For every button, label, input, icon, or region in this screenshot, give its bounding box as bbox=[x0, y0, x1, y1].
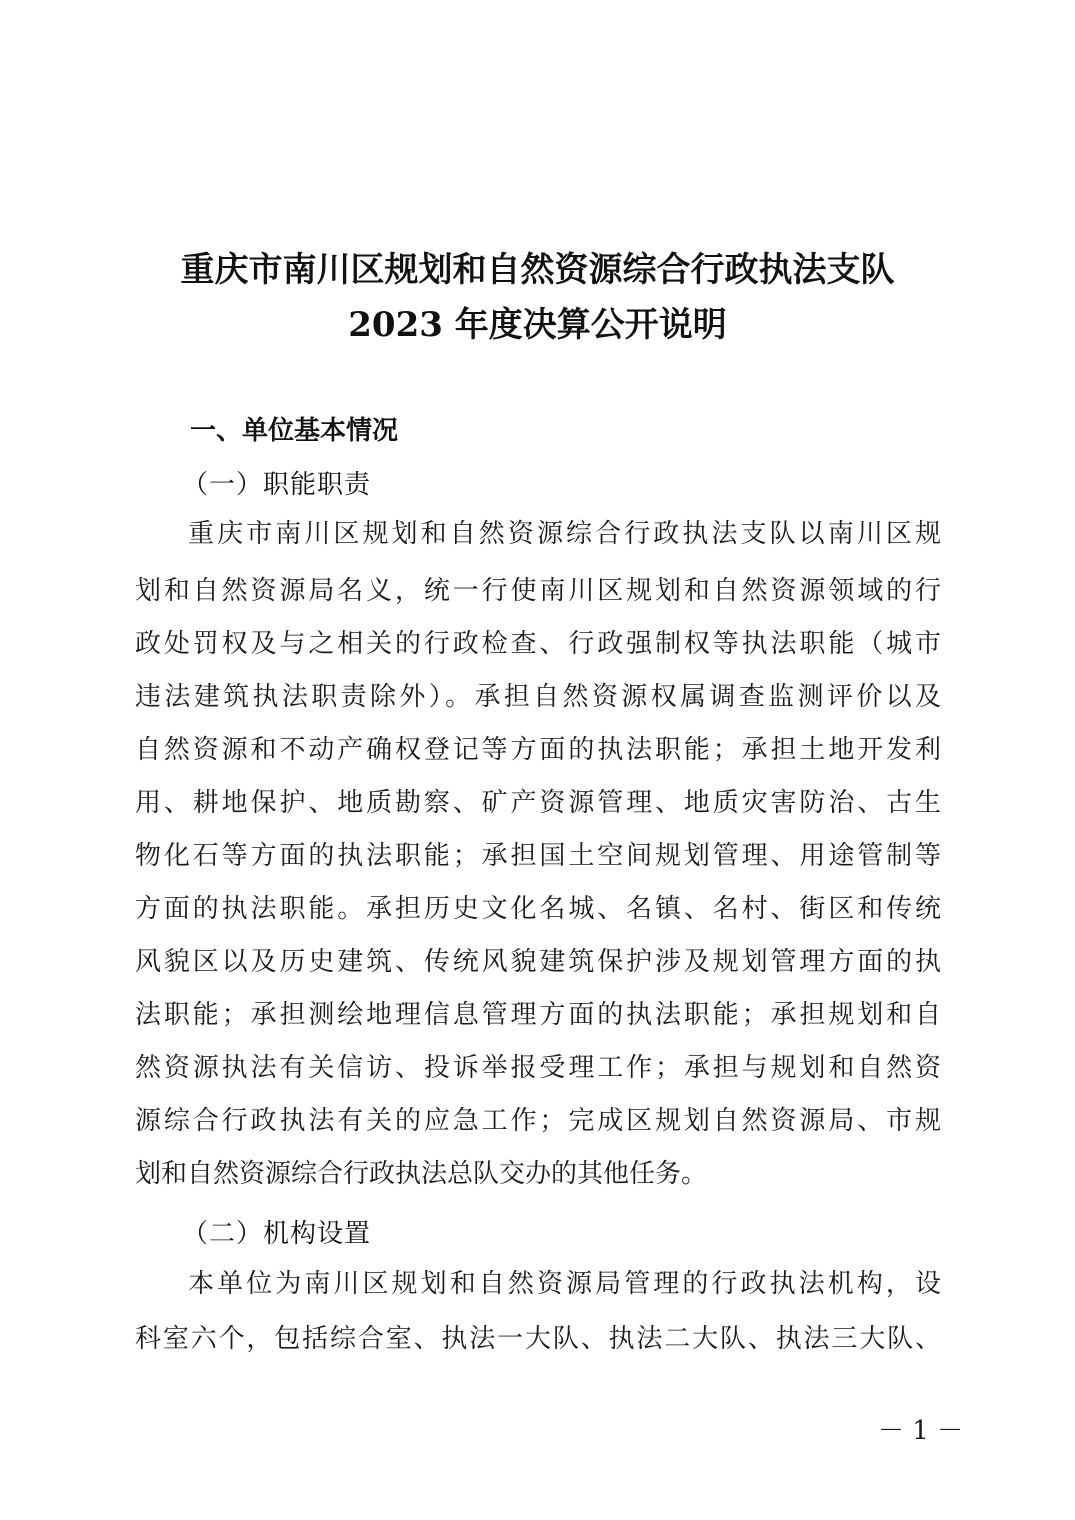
paragraph-line: 政处罚权及与之相关的行政检查、行政强制权等执法职能（城市 bbox=[135, 629, 941, 659]
document-title-line-1: 重庆市南川区规划和自然资源综合行政执法支队 bbox=[180, 250, 895, 290]
paragraph-line: 重庆市南川区规划和自然资源综合行政执法支队以南川区规 bbox=[188, 519, 941, 549]
paragraph-line: 方面的执法职能。承担历史文化名城、名镇、名村、街区和传统 bbox=[135, 894, 941, 924]
paragraph-line: 然资源执法有关信访、投诉举报受理工作；承担与规划和自然资 bbox=[135, 1053, 941, 1083]
paragraph-line: 法职能；承担测绘地理信息管理方面的执法职能；承担规划和自 bbox=[135, 1000, 941, 1030]
subsection-heading-functions: （一）职能职责 bbox=[182, 470, 372, 500]
paragraph-line: 本单位为南川区规划和自然资源局管理的行政执法机构，设 bbox=[188, 1269, 941, 1299]
paragraph-line: 源综合行政执法有关的应急工作；完成区规划自然资源局、市规 bbox=[135, 1106, 941, 1136]
paragraph-line: 物化石等方面的执法职能；承担国土空间规划管理、用途管制等 bbox=[135, 841, 941, 871]
paragraph-line: 用、耕地保护、地质勘察、矿产资源管理、地质灾害防治、古生 bbox=[135, 788, 941, 818]
paragraph-line: 科室六个，包括综合室、执法一大队、执法二大队、执法三大队、 bbox=[135, 1324, 941, 1354]
paragraph-line: 风貌区以及历史建筑、传统风貌建筑保护涉及规划管理方面的执 bbox=[135, 947, 941, 977]
paragraph-line: 自然资源和不动产确权登记等方面的执法职能；承担土地开发利 bbox=[135, 735, 941, 765]
document-title-line-2: 2023 年度决算公开说明 bbox=[348, 305, 727, 345]
paragraph-line: 违法建筑执法职责除外）。承担自然资源权属调查监测评价以及 bbox=[135, 682, 941, 712]
page-number: － 1 － bbox=[878, 1416, 964, 1446]
section-heading-basic-info: 一、单位基本情况 bbox=[190, 416, 399, 446]
subsection-heading-organization: （二）机构设置 bbox=[182, 1219, 372, 1249]
paragraph-line: 划和自然资源局名义，统一行使南川区规划和自然资源领域的行 bbox=[135, 576, 941, 606]
paragraph-line: 划和自然资源综合行政执法总队交办的其他任务。 bbox=[135, 1159, 708, 1189]
